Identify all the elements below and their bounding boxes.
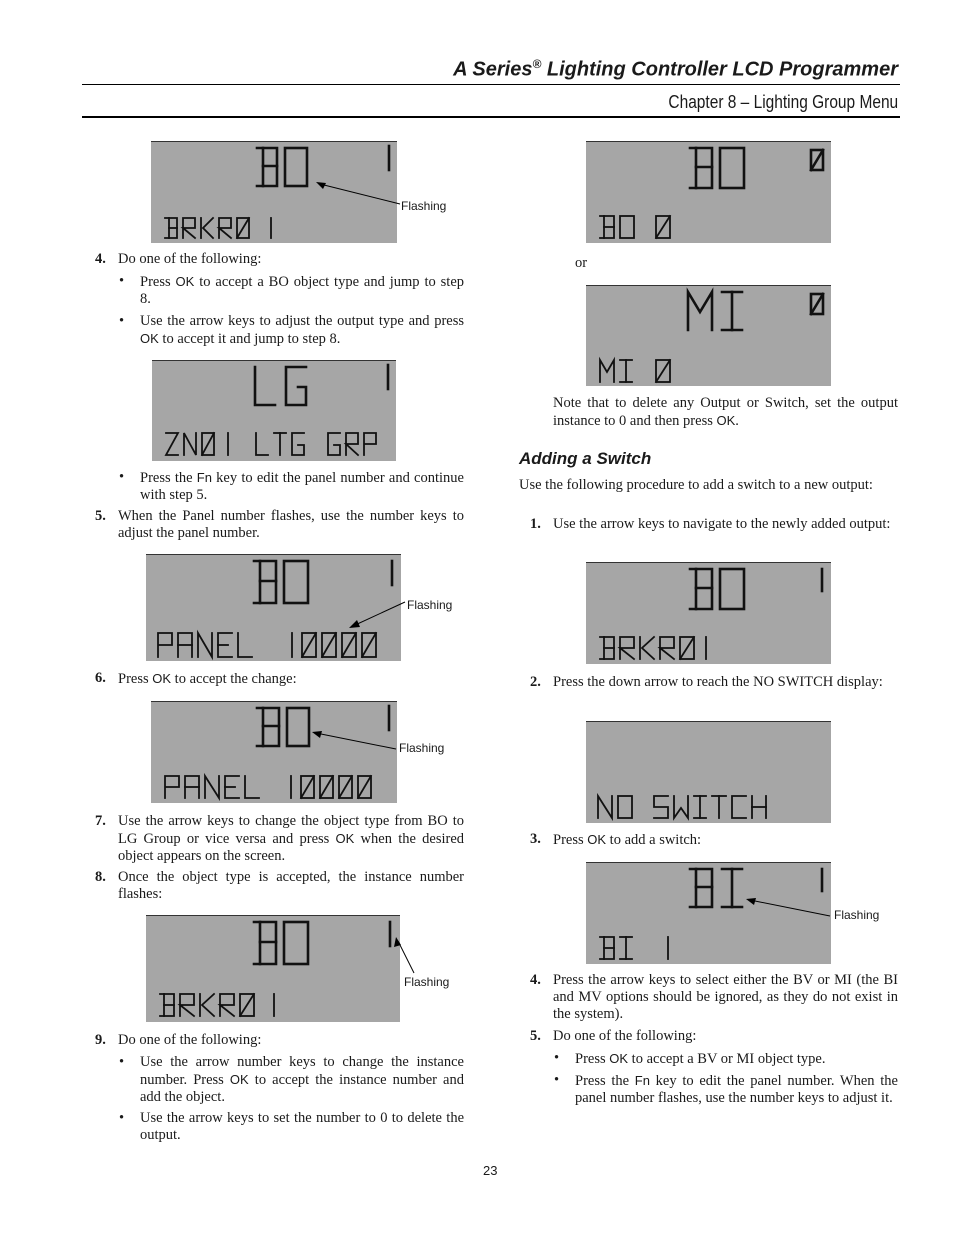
bullet-fn-edit-panel-right: • Press the Fn key to edit the panel number. When the panel number flashes, use the number keys to adjust it. bbox=[554, 1072, 898, 1106]
flashing-callout: Flashing bbox=[407, 598, 453, 612]
step-text: Do one of the following: bbox=[118, 251, 262, 267]
key-ok: OK bbox=[587, 832, 607, 847]
lcd-display-mi-0 bbox=[586, 285, 831, 386]
key-fn: Fn bbox=[634, 1073, 650, 1088]
bullet-change-instance: • Use the arrow number keys to change the instance number. Press OK to accept the instance number and add the object. bbox=[119, 1054, 464, 1105]
step-7-left: 7. Use the arrow keys to change the object type from BO to LG Group or vice versa and press OK when the desired object appears on the screen. bbox=[95, 813, 465, 864]
lcd-segment-glyphs bbox=[586, 286, 831, 386]
header-rule-top bbox=[82, 84, 900, 85]
lcd-segment-glyphs bbox=[586, 563, 831, 664]
step-1-right: 1. Use the arrow keys to navigate to the newly added output: bbox=[530, 516, 891, 532]
flashing-callout: Flashing bbox=[404, 975, 450, 989]
note-delete-output: Note that to delete any Output or Switch, set the output instance to 0 and then press OK. bbox=[553, 395, 898, 429]
callout-arrow bbox=[314, 178, 404, 208]
header-rule-bottom bbox=[82, 116, 900, 118]
bullet-delete-output: • Use the arrow keys to set the number to 0 to delete the output. bbox=[119, 1110, 464, 1143]
flashing-callout: Flashing bbox=[401, 199, 447, 213]
callout-arrow bbox=[390, 935, 420, 977]
lcd-display-lg-zn01 bbox=[152, 360, 396, 461]
step-5-right: 5. Do one of the following: bbox=[530, 1028, 697, 1044]
bullet-adjust-output-type: • Use the arrow keys to adjust the output type and press OK to accept it and jump to step 8. bbox=[119, 313, 464, 347]
lcd-segment-glyphs bbox=[152, 361, 396, 461]
bullet-accept-bo: • Press OK to accept a BO object type and jump to step 8. bbox=[119, 273, 464, 307]
bullet-fn-edit-panel: • Press the Fn key to edit the panel number and continue with step 5. bbox=[119, 469, 464, 503]
step-5-left: 5. When the Panel number flashes, use the number keys to adjust the panel number. bbox=[95, 508, 464, 541]
lcd-display-bo-0 bbox=[586, 141, 831, 243]
key-ok: OK bbox=[716, 413, 736, 428]
key-ok: OK bbox=[229, 1072, 249, 1087]
callout-arrow bbox=[310, 727, 400, 755]
page-number: 23 bbox=[483, 1163, 498, 1178]
step-2-right: 2. Press the down arrow to reach the NO SWITCH display: bbox=[530, 674, 883, 690]
key-ok: OK bbox=[152, 671, 172, 686]
key-ok: OK bbox=[175, 274, 195, 289]
step-8-left: 8. Once the object type is accepted, the instance number flashes: bbox=[95, 869, 464, 902]
key-ok: OK bbox=[140, 331, 159, 346]
step-9-left: 9. Do one of the following: bbox=[95, 1032, 262, 1048]
bullet-accept-bv-mi: • Press OK to accept a BV or MI object type. bbox=[554, 1050, 826, 1067]
callout-arrow bbox=[345, 596, 410, 632]
document-title: A Series® Lighting Controller LCD Programmer bbox=[453, 57, 898, 81]
callout-arrow bbox=[744, 894, 834, 922]
lcd-segment-glyphs bbox=[586, 142, 831, 243]
section-heading-adding-switch: Adding a Switch bbox=[519, 449, 652, 468]
flashing-callout: Flashing bbox=[834, 908, 880, 922]
or-separator: or bbox=[575, 255, 588, 271]
lcd-display-no-switch bbox=[586, 721, 831, 823]
step-6-left: 6. Press OK to accept the change: bbox=[95, 670, 297, 687]
key-fn: Fn bbox=[196, 470, 212, 485]
step-number: 4. bbox=[95, 251, 106, 267]
step-3-right: 3. Press OK to add a switch: bbox=[530, 831, 702, 848]
chapter-subtitle: Chapter 8 – Lighting Group Menu bbox=[668, 92, 898, 112]
key-ok: OK bbox=[335, 831, 355, 846]
lcd-display-brkr01 bbox=[586, 562, 831, 664]
lcd-segment-glyphs bbox=[586, 722, 831, 823]
flashing-callout: Flashing bbox=[399, 741, 445, 755]
lcd-segment-glyphs bbox=[146, 916, 400, 1022]
key-ok: OK bbox=[609, 1051, 629, 1066]
adding-switch-intro: Use the following procedure to add a switch to a new output: bbox=[519, 477, 873, 493]
lcd-display-brkr01-instance-flashing bbox=[146, 915, 400, 1022]
step-4-right: 4. Press the arrow keys to select either the BV or MI (the BI and MV options should be ignored, as they do not exist in the system). bbox=[530, 972, 898, 1022]
